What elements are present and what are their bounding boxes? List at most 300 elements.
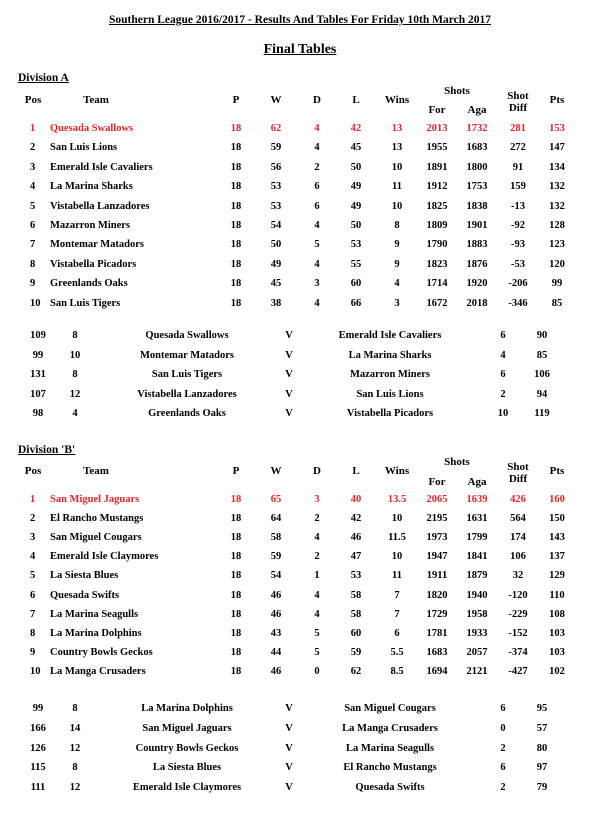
column-header-aga: Aga xyxy=(467,476,487,488)
standings-cell: 53 xyxy=(270,181,282,193)
standings-cell: 153 xyxy=(549,123,565,134)
result-cell: 6 xyxy=(500,762,506,774)
standings-cell: 58 xyxy=(350,589,362,601)
standings-cell: 18 xyxy=(230,239,242,251)
report-header: Southern League 2016/2017 - Results And Tables For Friday 10th March 2017 xyxy=(109,14,491,26)
standings-cell: 281 xyxy=(510,123,526,134)
standings-cell: 2 xyxy=(30,513,36,525)
standings-cell: 1753 xyxy=(466,181,488,193)
standings-cell: La Siesta Blues xyxy=(50,570,119,582)
result-cell: Vistabella Picadors xyxy=(346,408,434,419)
standings-cell: San Luis Tigers xyxy=(50,297,121,309)
standings-cell: La Marina Dolphins xyxy=(50,627,142,639)
standings-cell: 6 xyxy=(394,627,400,639)
standings-cell: 3 xyxy=(394,297,400,309)
standings-cell: 59 xyxy=(350,646,362,658)
result-cell: 6 xyxy=(500,330,506,341)
result-cell: La Manga Crusaders xyxy=(342,722,438,734)
standings-cell: 5 xyxy=(30,200,36,212)
standings-cell: 3 xyxy=(314,494,320,505)
standings-cell: 11.5 xyxy=(388,532,406,544)
standings-cell: Quesada Swallows xyxy=(50,123,134,134)
standings-cell: 4 xyxy=(314,142,320,154)
result-cell: V xyxy=(285,722,293,734)
result-cell: 6 xyxy=(500,703,506,714)
result-cell: 8 xyxy=(72,330,78,341)
standings-cell: 1799 xyxy=(466,532,488,544)
column-header-for: For xyxy=(428,476,446,488)
result-cell: V xyxy=(285,349,293,361)
standings-cell: 108 xyxy=(549,608,565,620)
standings-cell: 18 xyxy=(230,494,242,505)
standings-cell: 106 xyxy=(510,551,526,563)
result-cell: 12 xyxy=(69,782,81,794)
standings-cell: 174 xyxy=(510,532,526,544)
standings-cell: 2121 xyxy=(466,665,488,677)
standings-cell: 1838 xyxy=(466,200,488,212)
standings-cell: 18 xyxy=(230,513,242,525)
standings-cell: 4 xyxy=(314,123,320,134)
standings-cell: 1958 xyxy=(466,608,488,620)
result-cell: 99 xyxy=(32,349,44,361)
result-cell: 94 xyxy=(536,388,548,400)
standings-cell: 9 xyxy=(30,278,36,290)
standings-cell: 159 xyxy=(510,181,526,193)
standings-cell: 5 xyxy=(314,627,320,639)
standings-cell: -374 xyxy=(508,646,528,658)
standings-cell: 13 xyxy=(391,142,403,154)
result-cell: 85 xyxy=(536,349,548,361)
result-cell: 97 xyxy=(536,762,548,774)
column-header-p: P xyxy=(232,465,240,477)
standings-cell: 4 xyxy=(314,608,320,620)
page-title: Final Tables xyxy=(263,42,337,57)
standings-cell: 8 xyxy=(30,627,36,639)
standings-cell: 13.5 xyxy=(387,494,407,505)
standings-cell: 1883 xyxy=(466,239,488,251)
standings-cell: 58 xyxy=(270,532,282,544)
standings-cell: 18 xyxy=(230,181,242,193)
column-header-l: L xyxy=(352,465,360,477)
result-cell: La Marina Seagulls xyxy=(345,742,435,754)
standings-cell: 18 xyxy=(230,665,242,677)
result-cell: 90 xyxy=(536,330,548,341)
column-header-pos: Pos xyxy=(24,465,42,477)
standings-cell: El Rancho Mustangs xyxy=(50,513,144,525)
standings-cell: 120 xyxy=(549,258,565,270)
division-label: Division 'B' xyxy=(18,444,76,456)
column-header-d: D xyxy=(313,465,321,477)
standings-cell: -152 xyxy=(508,627,528,639)
standings-cell: La Manga Crusaders xyxy=(50,665,146,677)
standings-cell: 6 xyxy=(314,200,320,212)
standings-cell: 2057 xyxy=(466,646,488,658)
standings-cell: 42 xyxy=(350,513,362,525)
standings-cell: 59 xyxy=(270,551,282,563)
standings-cell: 3 xyxy=(30,532,36,544)
column-header-wins: Wins xyxy=(384,94,410,106)
standings-cell: 1 xyxy=(314,570,320,582)
standings-cell: 10 xyxy=(391,551,403,563)
standings-cell: 129 xyxy=(549,570,565,582)
result-cell: 99 xyxy=(32,703,44,714)
standings-cell: 1820 xyxy=(426,589,448,601)
standings-cell: 18 xyxy=(230,220,242,231)
result-cell: Montemar Matadors xyxy=(140,349,234,361)
standings-cell: 1631 xyxy=(466,513,488,525)
result-cell: San Luis Tigers xyxy=(151,369,223,380)
standings-cell: 132 xyxy=(549,200,565,212)
standings-cell: 1825 xyxy=(426,200,448,212)
standings-cell: Quesada Swifts xyxy=(50,589,120,601)
standings-cell: 4 xyxy=(314,532,320,544)
result-cell: 2 xyxy=(500,388,506,400)
standings-cell: 45 xyxy=(270,278,282,290)
standings-cell: 54 xyxy=(270,570,282,582)
standings-cell: 3 xyxy=(314,278,320,290)
result-cell: 10 xyxy=(69,349,81,361)
standings-cell: 54 xyxy=(270,220,282,231)
standings-cell: 50 xyxy=(350,161,362,173)
standings-cell: 10 xyxy=(391,200,403,212)
standings-cell: 1639 xyxy=(466,494,488,505)
standings-cell: 110 xyxy=(549,589,565,601)
standings-cell: San Miguel Cougars xyxy=(50,532,142,544)
column-header-team: Team xyxy=(83,465,109,477)
standings-cell: 147 xyxy=(549,142,565,154)
result-cell: San Miguel Cougars xyxy=(344,703,436,714)
standings-cell: 18 xyxy=(230,589,242,601)
standings-cell: 103 xyxy=(549,627,565,639)
result-cell: 8 xyxy=(72,369,78,380)
standings-cell: -53 xyxy=(511,258,525,270)
standings-cell: 1800 xyxy=(466,161,488,173)
standings-cell: 18 xyxy=(230,161,242,173)
standings-cell: 66 xyxy=(350,297,362,309)
column-header-team: Team xyxy=(83,94,109,106)
standings-cell: 13 xyxy=(391,123,403,134)
standings-cell: 18 xyxy=(230,278,242,290)
result-cell: 0 xyxy=(500,722,506,734)
standings-cell: 128 xyxy=(549,220,565,231)
standings-cell: 1694 xyxy=(426,665,448,677)
column-header-shot-diff: Diff xyxy=(508,102,528,114)
result-cell: Quesada Swallows xyxy=(145,330,229,341)
standings-cell: 60 xyxy=(350,627,362,639)
standings-cell: -93 xyxy=(511,239,525,251)
column-header-pts: Pts xyxy=(549,94,565,106)
standings-cell: 18 xyxy=(230,646,242,658)
result-cell: V xyxy=(285,762,293,774)
standings-cell: 2195 xyxy=(426,513,448,525)
result-cell: 126 xyxy=(30,742,46,754)
standings-cell: 91 xyxy=(512,161,524,173)
standings-cell: 8.5 xyxy=(390,665,404,677)
result-cell: V xyxy=(285,330,293,341)
standings-cell: 4 xyxy=(314,589,320,601)
standings-cell: 49 xyxy=(350,200,362,212)
standings-cell: -92 xyxy=(511,220,525,231)
standings-cell: 18 xyxy=(230,532,242,544)
result-cell: 4 xyxy=(72,408,78,419)
standings-cell: 10 xyxy=(391,513,403,525)
standings-cell: 1714 xyxy=(426,278,448,290)
standings-cell: 38 xyxy=(270,297,282,309)
column-header-w: W xyxy=(270,465,282,477)
result-cell: 10 xyxy=(497,408,509,419)
standings-cell: 1729 xyxy=(426,608,448,620)
standings-cell: 4 xyxy=(394,278,400,290)
result-cell: V xyxy=(285,408,293,419)
standings-cell: 1891 xyxy=(426,161,448,173)
standings-cell: 47 xyxy=(350,551,362,563)
result-cell: 4 xyxy=(500,349,506,361)
standings-cell: 49 xyxy=(350,181,362,193)
result-cell: 131 xyxy=(30,369,46,380)
standings-cell: Vistabella Picadors xyxy=(50,258,137,270)
standings-cell: 5 xyxy=(30,570,36,582)
result-cell: V xyxy=(285,703,293,714)
result-cell: 79 xyxy=(536,782,548,794)
standings-cell: 42 xyxy=(350,123,362,134)
standings-cell: 1683 xyxy=(466,142,488,154)
standings-cell: Emerald Isle Claymores xyxy=(50,551,159,563)
column-header-l: L xyxy=(352,94,360,106)
result-cell: 166 xyxy=(30,722,46,734)
column-header-wins: Wins xyxy=(384,465,410,477)
column-header-p: P xyxy=(232,94,240,106)
standings-cell: 4 xyxy=(30,551,36,563)
column-header-aga: Aga xyxy=(467,104,487,116)
standings-cell: 46 xyxy=(270,665,282,677)
column-header-w: W xyxy=(270,94,282,106)
standings-cell: 1947 xyxy=(426,551,448,563)
standings-cell: 134 xyxy=(549,161,565,173)
standings-cell: 53 xyxy=(350,570,362,582)
standings-cell: 1732 xyxy=(466,123,488,134)
result-cell: 2 xyxy=(500,742,506,754)
standings-cell: 1973 xyxy=(426,532,448,544)
result-cell: San Luis Lions xyxy=(356,388,424,400)
standings-cell: Vistabella Lanzadores xyxy=(50,200,150,212)
column-header-shot-diff: Shot xyxy=(507,461,529,473)
standings-cell: -346 xyxy=(508,297,528,309)
standings-cell: 1901 xyxy=(466,220,488,231)
result-cell: 95 xyxy=(536,703,548,714)
result-cell: V xyxy=(285,388,293,400)
standings-cell: 4 xyxy=(314,220,320,231)
result-cell: 115 xyxy=(30,762,46,774)
result-cell: 109 xyxy=(30,330,46,341)
standings-cell: 5 xyxy=(314,646,320,658)
standings-cell: -13 xyxy=(511,200,525,212)
standings-cell: 1911 xyxy=(426,570,448,582)
standings-cell: 4 xyxy=(30,181,36,193)
standings-cell: 2 xyxy=(30,142,36,154)
result-cell: 111 xyxy=(30,782,46,794)
column-header-pos: Pos xyxy=(24,94,42,106)
standings-cell: La Marina Sharks xyxy=(50,181,133,193)
standings-cell: 1876 xyxy=(466,258,488,270)
standings-cell: 132 xyxy=(549,181,565,193)
standings-cell: 46 xyxy=(270,608,282,620)
standings-cell: 11 xyxy=(392,181,402,193)
standings-cell: 1 xyxy=(30,494,36,505)
result-cell: 80 xyxy=(536,742,548,754)
column-header-shots: Shots xyxy=(444,85,470,97)
standings-cell: -427 xyxy=(508,665,528,677)
standings-cell: 53 xyxy=(270,200,282,212)
result-cell: Vistabella Lanzadores xyxy=(137,388,237,400)
standings-cell: 1683 xyxy=(426,646,448,658)
standings-cell: 18 xyxy=(230,608,242,620)
standings-cell: 18 xyxy=(230,627,242,639)
result-cell: San Miguel Jaguars xyxy=(142,722,232,734)
standings-cell: 2065 xyxy=(426,494,448,505)
standings-cell: 2 xyxy=(314,161,320,173)
standings-cell: 43 xyxy=(270,627,282,639)
standings-cell: 50 xyxy=(270,239,282,251)
standings-cell: 11 xyxy=(392,570,402,582)
column-header-pts: Pts xyxy=(549,465,565,477)
standings-cell: 1790 xyxy=(426,239,448,251)
standings-cell: 1672 xyxy=(426,297,448,309)
result-cell: 119 xyxy=(534,408,550,419)
standings-cell: 272 xyxy=(510,142,526,154)
result-cell: 8 xyxy=(72,703,78,714)
standings-cell: 18 xyxy=(230,551,242,563)
standings-cell: 123 xyxy=(549,239,565,251)
standings-cell: Country Bowls Geckos xyxy=(50,646,153,658)
standings-cell: 160 xyxy=(549,494,565,505)
standings-cell: 40 xyxy=(350,494,362,505)
standings-cell: 1841 xyxy=(466,551,488,563)
standings-cell: 6 xyxy=(30,220,36,231)
standings-cell: 55 xyxy=(350,258,362,270)
division-label: Division A xyxy=(18,72,69,84)
result-cell: 12 xyxy=(69,742,81,754)
standings-cell: Emerald Isle Cavaliers xyxy=(50,161,153,173)
standings-cell: 8 xyxy=(394,220,400,231)
standings-cell: 2013 xyxy=(426,123,448,134)
standings-cell: Mazarron Miners xyxy=(50,220,130,231)
standings-cell: San Miguel Jaguars xyxy=(50,494,140,505)
standings-cell: 10 xyxy=(30,297,41,309)
standings-cell: 9 xyxy=(30,646,36,658)
standings-cell: 0 xyxy=(314,665,320,677)
standings-cell: 3 xyxy=(30,161,36,173)
standings-cell: 44 xyxy=(270,646,282,658)
result-cell: La Siesta Blues xyxy=(152,762,222,774)
result-cell: 6 xyxy=(500,369,506,380)
standings-cell: 1933 xyxy=(466,627,488,639)
result-cell: 12 xyxy=(69,388,81,400)
standings-cell: 6 xyxy=(314,181,320,193)
standings-cell: 7 xyxy=(30,608,36,620)
standings-cell: 32 xyxy=(512,570,524,582)
result-cell: Greenlands Oaks xyxy=(148,408,226,419)
standings-cell: 7 xyxy=(394,608,400,620)
standings-cell: 5.5 xyxy=(390,646,404,658)
standings-cell: 46 xyxy=(270,589,282,601)
result-cell: 8 xyxy=(72,762,78,774)
standings-cell: -120 xyxy=(508,589,528,601)
result-cell: V xyxy=(285,369,293,380)
standings-cell: 4 xyxy=(314,297,320,309)
column-header-d: D xyxy=(313,94,321,106)
standings-cell: 4 xyxy=(314,258,320,270)
standings-cell: 1940 xyxy=(466,589,488,601)
standings-cell: 150 xyxy=(549,513,565,525)
standings-cell: 1 xyxy=(30,123,36,134)
standings-cell: 9 xyxy=(394,239,400,251)
result-cell: Quesada Swifts xyxy=(355,782,425,794)
standings-cell: 1879 xyxy=(466,570,488,582)
standings-cell: 143 xyxy=(549,532,565,544)
standings-cell: 564 xyxy=(510,513,526,525)
standings-cell: 1823 xyxy=(426,258,448,270)
column-header-shots: Shots xyxy=(444,456,470,468)
standings-cell: 58 xyxy=(350,608,362,620)
standings-cell: 6 xyxy=(30,589,36,601)
standings-cell: 50 xyxy=(350,220,362,231)
standings-cell: Montemar Matadors xyxy=(50,239,144,251)
standings-cell: 45 xyxy=(350,142,362,154)
standings-cell: 10 xyxy=(391,161,403,173)
standings-cell: San Luis Lions xyxy=(50,142,118,154)
standings-cell: 64 xyxy=(270,513,282,525)
result-cell: 14 xyxy=(69,722,81,734)
standings-cell: 103 xyxy=(549,646,565,658)
standings-cell: 7 xyxy=(30,239,36,251)
standings-cell: 5 xyxy=(314,239,320,251)
column-header-for: For xyxy=(428,104,446,116)
standings-cell: 18 xyxy=(230,297,242,309)
result-cell: V xyxy=(285,742,293,754)
standings-cell: -206 xyxy=(508,278,528,290)
standings-cell: 18 xyxy=(230,200,242,212)
standings-cell: 10 xyxy=(30,665,41,677)
standings-cell: 9 xyxy=(394,258,400,270)
standings-cell: 2018 xyxy=(466,297,488,309)
result-cell: 107 xyxy=(30,388,46,400)
standings-cell: 49 xyxy=(270,258,282,270)
standings-cell: La Marina Seagulls xyxy=(50,608,139,620)
standings-cell: 65 xyxy=(270,494,282,505)
result-cell: 2 xyxy=(500,782,506,794)
standings-cell: 2 xyxy=(314,551,320,563)
standings-cell: 1920 xyxy=(466,278,488,290)
result-cell: Emerald Isle Cavaliers xyxy=(338,330,442,341)
standings-cell: -229 xyxy=(508,608,528,620)
standings-cell: 1809 xyxy=(426,220,448,231)
result-cell: La Marina Dolphins xyxy=(141,703,233,714)
standings-cell: 8 xyxy=(30,258,36,270)
standings-cell: 85 xyxy=(551,297,563,309)
standings-cell: 62 xyxy=(270,123,282,134)
standings-cell: 18 xyxy=(230,142,242,154)
standings-cell: 99 xyxy=(551,278,563,290)
column-header-shot-diff: Shot xyxy=(507,90,529,102)
standings-cell: 56 xyxy=(270,161,282,173)
standings-cell: 18 xyxy=(230,570,242,582)
result-cell: Mazarron Miners xyxy=(350,369,430,380)
standings-cell: 18 xyxy=(230,123,242,134)
standings-cell: 46 xyxy=(350,532,362,544)
standings-cell: 1781 xyxy=(426,627,448,639)
standings-cell: 60 xyxy=(350,278,362,290)
standings-cell: 53 xyxy=(350,239,362,251)
